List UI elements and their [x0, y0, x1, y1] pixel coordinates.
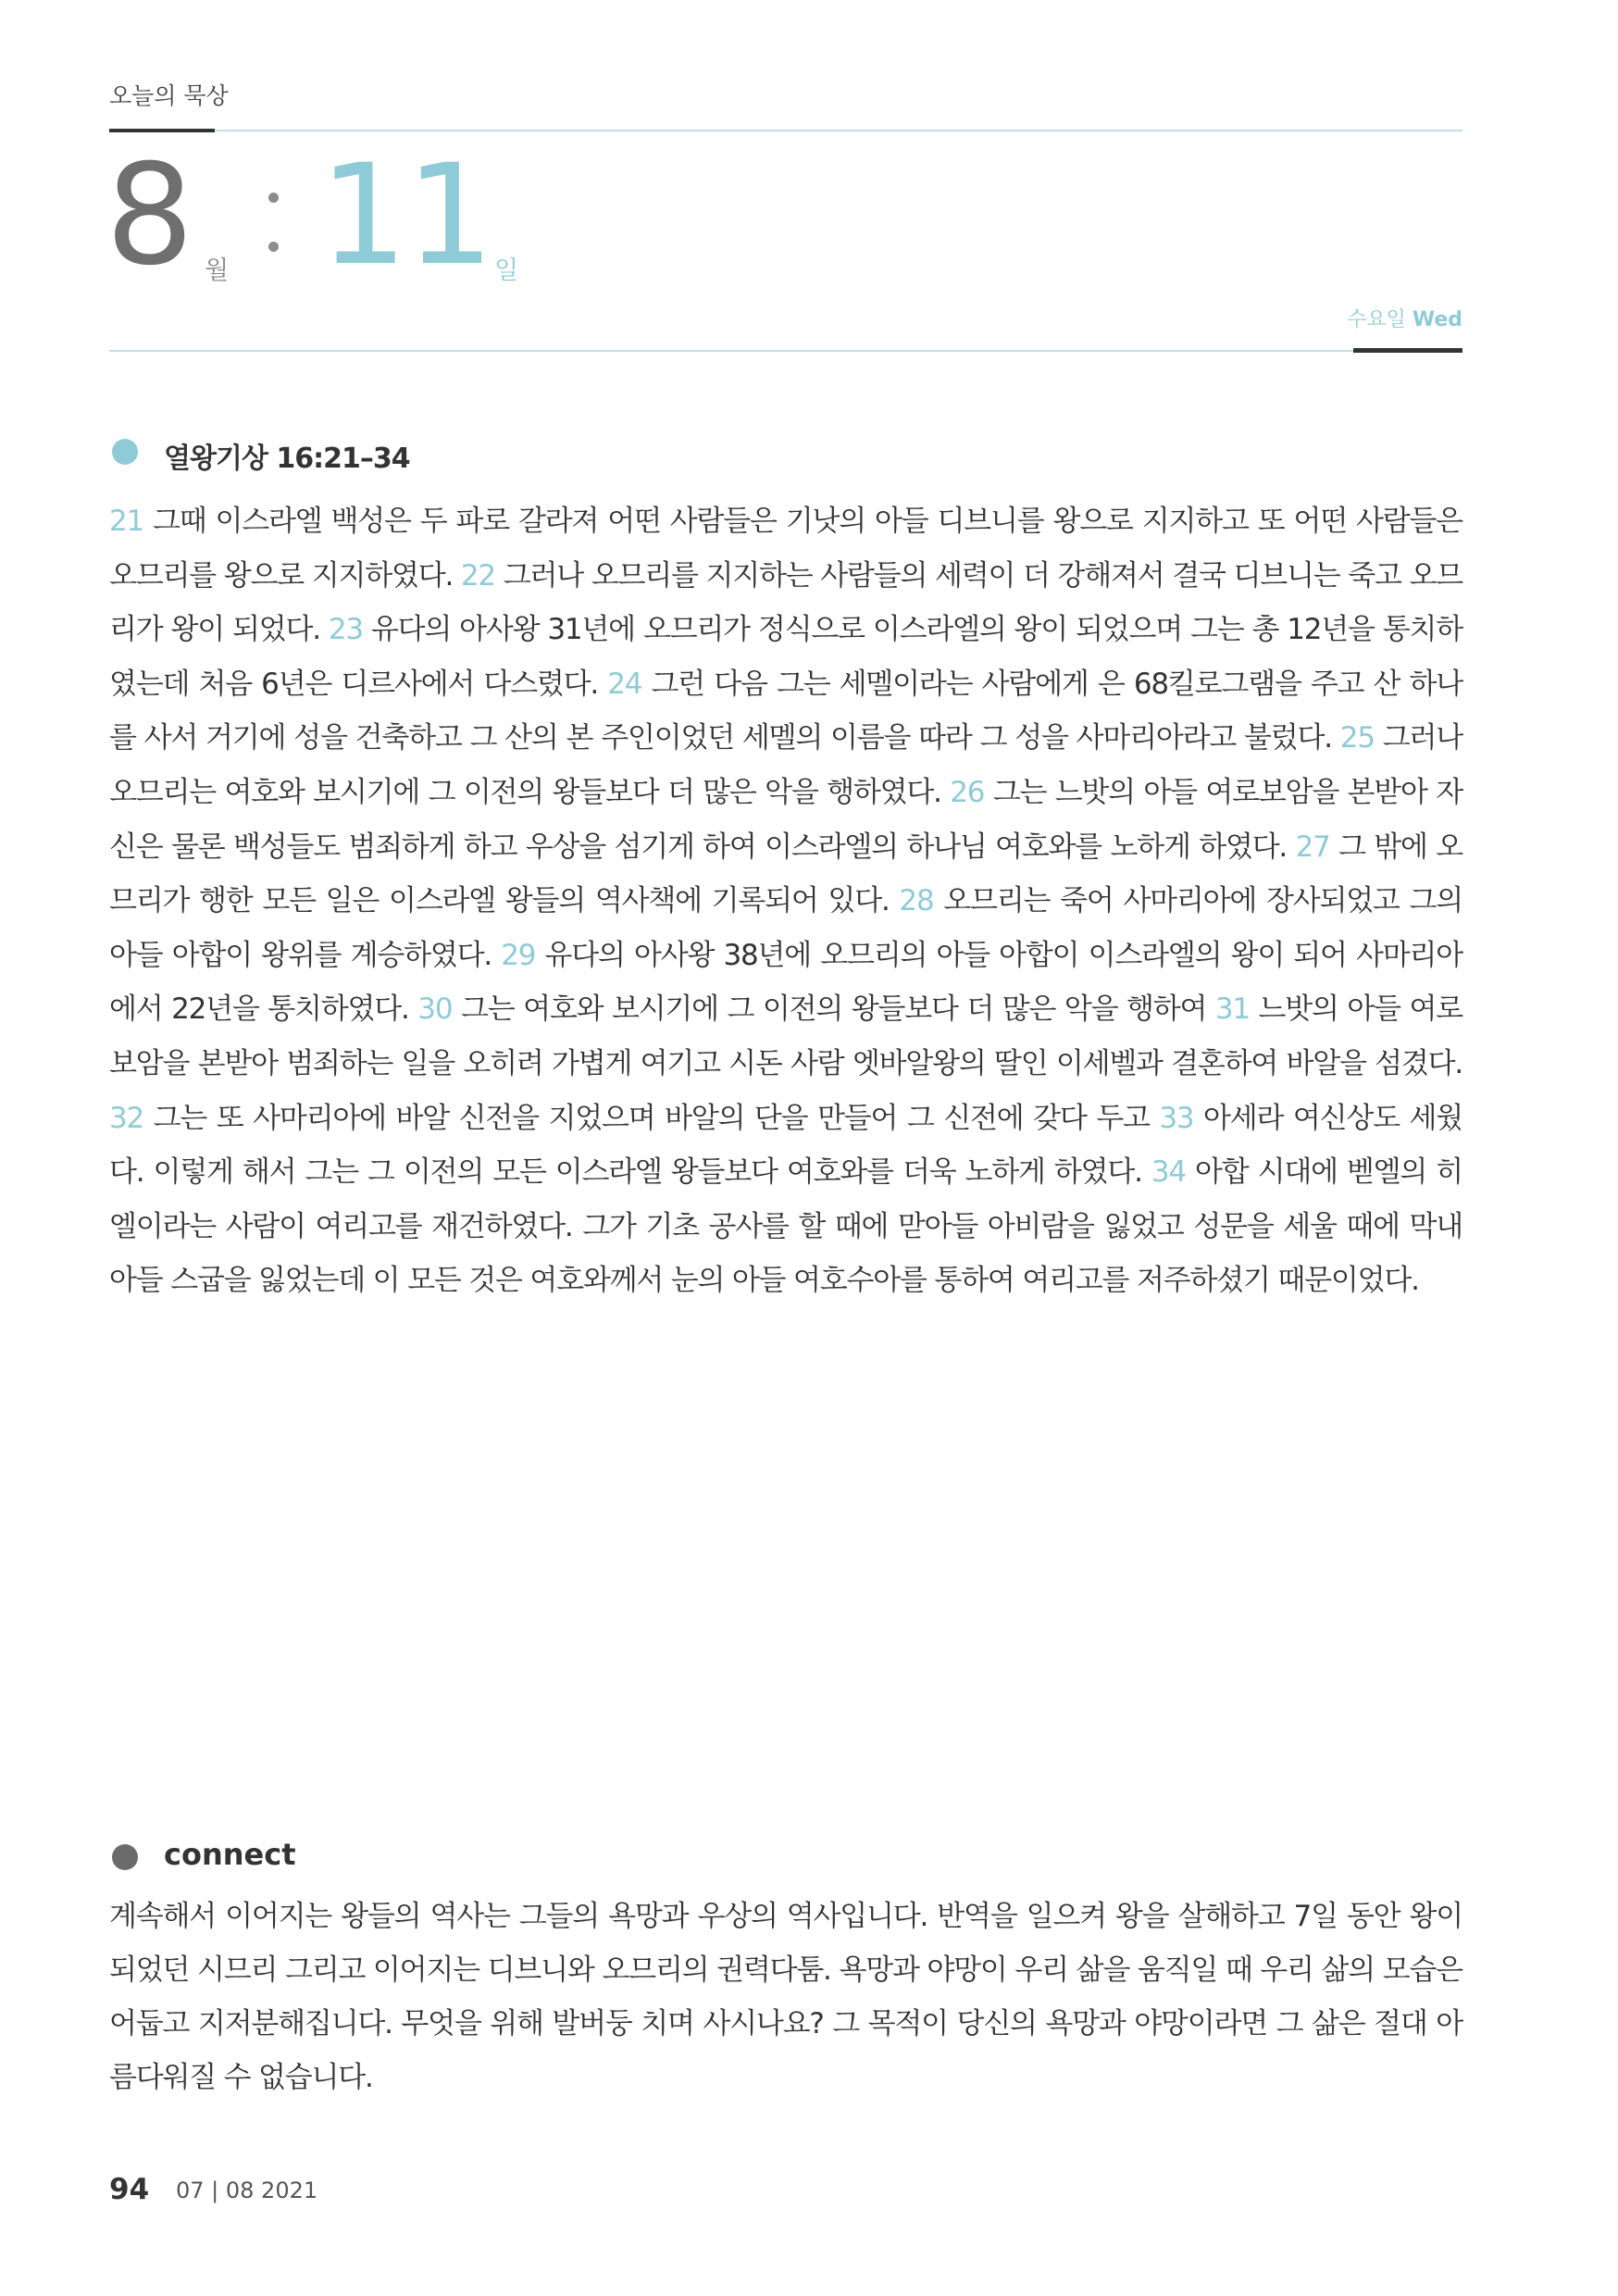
verse-number: 30	[417, 992, 453, 1027]
day-number: 11	[319, 135, 492, 296]
verse-text: 유다의 아사왕 38년에 오므리의 아들 아합이 이스라엘의 왕이 되어 사마리아에서 22년을 통치하였다.	[109, 938, 1463, 1027]
passage-bullet-icon	[112, 439, 138, 465]
weekday-ko: 수요일	[1347, 308, 1406, 331]
weekday-en: Wed	[1412, 308, 1462, 331]
connect-text: 계속해서 이어지는 왕들의 역사는 그들의 욕망과 우상의 역사입니다. 반역을 일으켜 왕을 살해하고 7일 동안 왕이 되었던 시므리 그리고 이어지는 디브니와 오므리의 권력다툼. 욕망과 야망이 우리 삶을 움직일 때 우리 삶의 모습은 어둡고 지저분해집니다. 무엇을 위해 발버둥 치며 사시나요? 그 목적이 당신의 욕망과 야망이라면 그 삶은 절대 아름다워질 수 없습니다.	[109, 1900, 1462, 2094]
verse-number: 25	[1339, 721, 1375, 755]
verse-text: 느밧의 아들 여로보암을 본받아 범죄하는 일을 오히려 가볍게 여기고 시돈 사람 엣바알왕의 딸인 이세벨과 결혼하여 바알을 섬겼다.	[109, 992, 1462, 1080]
month-number: 8	[106, 135, 191, 296]
verse-number: 31	[1214, 992, 1250, 1027]
verse-text: 아합 시대에 벧엘의 히엘이라는 사람이 여리고를 재건하였다. 그가 기초 공사를 할 때에 맏아들 아비람을 잃었고 성문을 세울 때에 막내 아들 스굽을 잃었는데 이 모든 것은 여호와께서 눈의 아들 여호수아를 통하여 여리고를 저주하셨기 때문이었다.	[109, 1155, 1462, 1298]
verse-text: 그러나 오므리는 여호와 보시기에 그 이전의 왕들보다 더 많은 악을 행하였다.	[109, 721, 1462, 809]
passage-reference: 열왕기상 16:21–34	[164, 443, 410, 475]
verse-number: 22	[460, 558, 495, 593]
verse-text: 그러나 오므리를 지지하는 사람들의 세력이 더 강해져서 결국 디브니는 죽고 오므리가 왕이 되었다.	[109, 558, 1462, 647]
header-divider	[109, 130, 1462, 131]
verse-number: 33	[1159, 1101, 1194, 1135]
verse-text: 그런 다음 그는 세멜이라는 사람에게 은 68킬로그램을 주고 산 하나를 사서 거기에 성을 건축하고 그 산의 본 주인이었던 세멜의 이름을 따라 그 성을 사마리아라고 불렀다.	[109, 667, 1462, 755]
verse-text: 그때 이스라엘 백성은 두 파로 갈라져 어떤 사람들은 기낫의 아들 디브니를 왕으로 지지하고 또 어떤 사람들은 오므리를 왕으로 지지하였다.	[109, 505, 1462, 593]
weekday-label	[1347, 304, 1462, 332]
verse-number: 29	[501, 938, 536, 972]
month-unit: 월	[205, 256, 230, 285]
section-label: 오늘의 묵상	[109, 82, 229, 109]
scripture-text	[109, 494, 1462, 1308]
verse-text: 그는 느밧의 아들 여로보암을 본받아 자신은 물론 백성들도 범죄하게 하고 우상을 섬기게 하여 이스라엘의 하나님 여호와를 노하게 하였다.	[109, 775, 1462, 864]
verse-number: 32	[109, 1101, 144, 1135]
verse-number: 21	[109, 505, 144, 538]
date-divider-accent	[1353, 348, 1462, 353]
page-number: 94	[109, 2173, 150, 2206]
verse-text: 그는 여호와 보시기에 그 이전의 왕들보다 더 많은 악을 행하여	[452, 992, 1215, 1027]
connect-title: connect	[164, 1837, 296, 1872]
date-colon	[268, 193, 280, 291]
day-unit: 일	[494, 256, 519, 285]
verse-number: 27	[1295, 830, 1330, 864]
verse-text: 오므리는 죽어 사마리아에 장사되었고 그의 아들 아합이 왕위를 계승하였다.	[109, 884, 1462, 972]
issue-date: 07 | 08 2021	[176, 2177, 318, 2203]
verse-text: 유다의 아사왕 31년에 오므리가 정식으로 이스라엘의 왕이 되었으며 그는 총 12년을 통치하였는데 처음 6년은 디르사에서 다스렸다.	[109, 613, 1462, 701]
verse-text: 아세라 여신상도 세웠다. 이렇게 해서 그는 그 이전의 모든 이스라엘 왕들보다 여호와를 더욱 노하게 하였다.	[109, 1101, 1462, 1190]
verse-text: 그는 또 사마리아에 바알 신전을 지었으며 바알의 단을 만들어 그 신전에 갖다 두고	[143, 1101, 1160, 1135]
header-divider-accent	[109, 129, 215, 132]
verse-number: 34	[1151, 1155, 1186, 1190]
verse-number: 24	[607, 667, 642, 701]
verse-number: 28	[899, 884, 934, 918]
verse-number: 26	[950, 775, 985, 809]
connect-bullet-icon	[112, 1844, 138, 1870]
date-divider	[109, 350, 1462, 352]
verse-text: 그 밖에 오므리가 행한 모든 일은 이스라엘 왕들의 역사책에 기록되어 있다.	[109, 830, 1462, 918]
verse-number: 23	[328, 613, 363, 647]
